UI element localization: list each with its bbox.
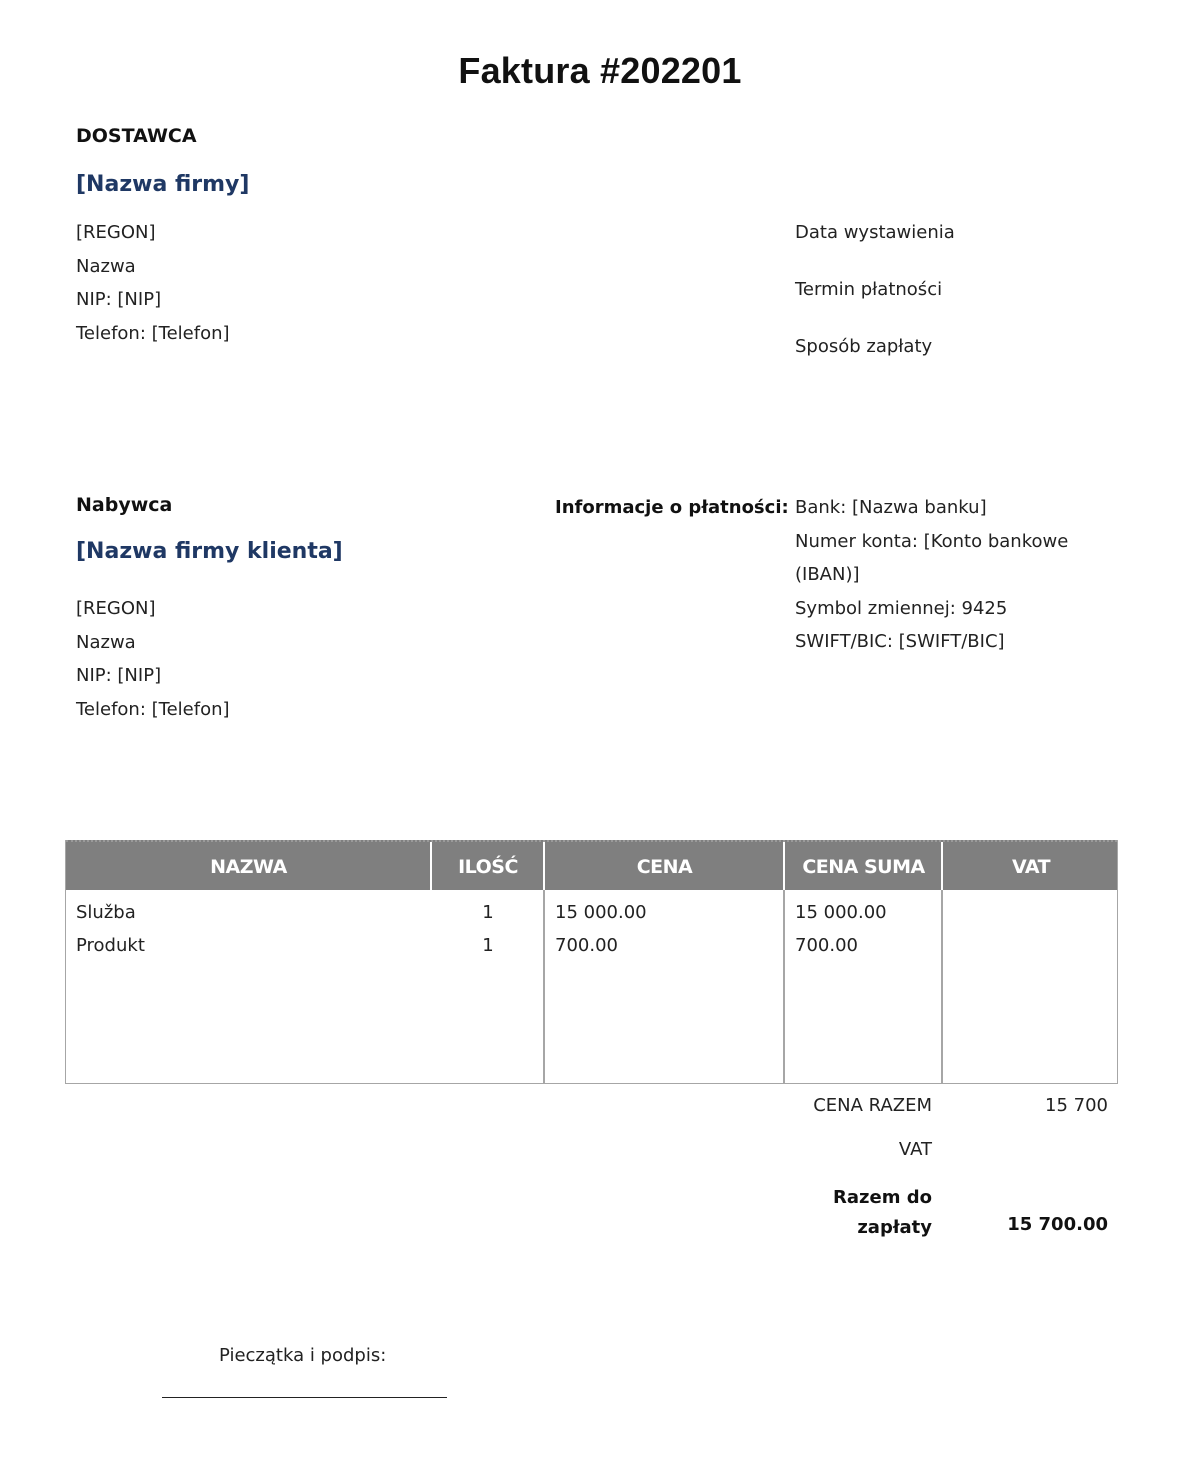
bank-name: Bank: [Nazwa banku]: [795, 497, 987, 518]
variable-symbol: Symbol zmiennej: 9425: [795, 597, 1008, 619]
payment-info-details: [795, 491, 1068, 659]
buyer-name: Nazwa: [76, 631, 136, 653]
due-date-label: Termin płatności: [795, 279, 943, 300]
row-2-total: 700.00: [795, 935, 858, 956]
payment-method-label: Sposób zapłaty: [795, 336, 933, 357]
vat-label: VAT: [898, 1139, 932, 1160]
payment-info-label: Informacje o płatności:: [555, 497, 789, 518]
account-number-line2: (IBAN)]: [795, 564, 860, 585]
buyer-details: [76, 592, 230, 726]
row-2-price: 700.00: [555, 935, 618, 956]
column-header-vat: VAT: [1011, 856, 1051, 878]
supplier-name: Nazwa: [76, 255, 136, 277]
issue-date-label: Data wystawienia: [795, 222, 955, 243]
grand-total-label: [833, 1183, 932, 1243]
row-1-price: 15 000.00: [555, 902, 647, 923]
row-2-name: Produkt: [76, 935, 145, 956]
column-header-price: CENA: [636, 856, 693, 878]
column-divider: [941, 890, 943, 1083]
buyer-heading: Nabywca: [76, 494, 173, 516]
supplier-details: [76, 216, 230, 350]
column-header-total: CENA SUMA: [802, 856, 925, 878]
column-divider: [783, 890, 785, 1083]
items-table: [65, 840, 1118, 1084]
supplier-phone: Telefon: [Telefon]: [76, 322, 230, 344]
subtotal-label: CENA RAZEM: [813, 1095, 932, 1116]
table-header: [66, 840, 1117, 890]
column-header-quantity: ILOŚĆ: [458, 856, 518, 878]
subtotal-value: 15 700: [1045, 1095, 1108, 1116]
buyer-phone: Telefon: [Telefon]: [76, 698, 230, 720]
supplier-company-name: [Nazwa firmy]: [76, 172, 250, 197]
supplier-regon: [REGON]: [76, 222, 156, 243]
column-header-name: NAZWA: [210, 856, 287, 878]
invoice-title: Faktura #202201: [458, 50, 742, 91]
buyer-company-name: [Nazwa firmy klienta]: [76, 539, 343, 564]
signature-label: Pieczątka i podpis:: [219, 1345, 387, 1366]
supplier-heading: DOSTAWCA: [76, 125, 197, 147]
grand-total-label-line1: Razem do: [833, 1187, 932, 1208]
row-1-name: Služba: [76, 902, 136, 923]
buyer-regon: [REGON]: [76, 598, 156, 619]
row-2-quantity: 1: [482, 935, 494, 956]
signature-line: [162, 1397, 447, 1398]
account-number-line1: Numer konta: [Konto bankowe: [795, 530, 1069, 552]
grand-total-label-line2: zapłaty: [857, 1217, 932, 1238]
row-1-quantity: 1: [482, 902, 494, 923]
row-1-total: 15 000.00: [795, 902, 887, 923]
grand-total-value: 15 700.00: [1007, 1214, 1108, 1235]
supplier-nip: NIP: [NIP]: [76, 289, 162, 310]
swift-bic: SWIFT/BIC: [SWIFT/BIC]: [795, 631, 1005, 652]
buyer-nip: NIP: [NIP]: [76, 665, 162, 686]
